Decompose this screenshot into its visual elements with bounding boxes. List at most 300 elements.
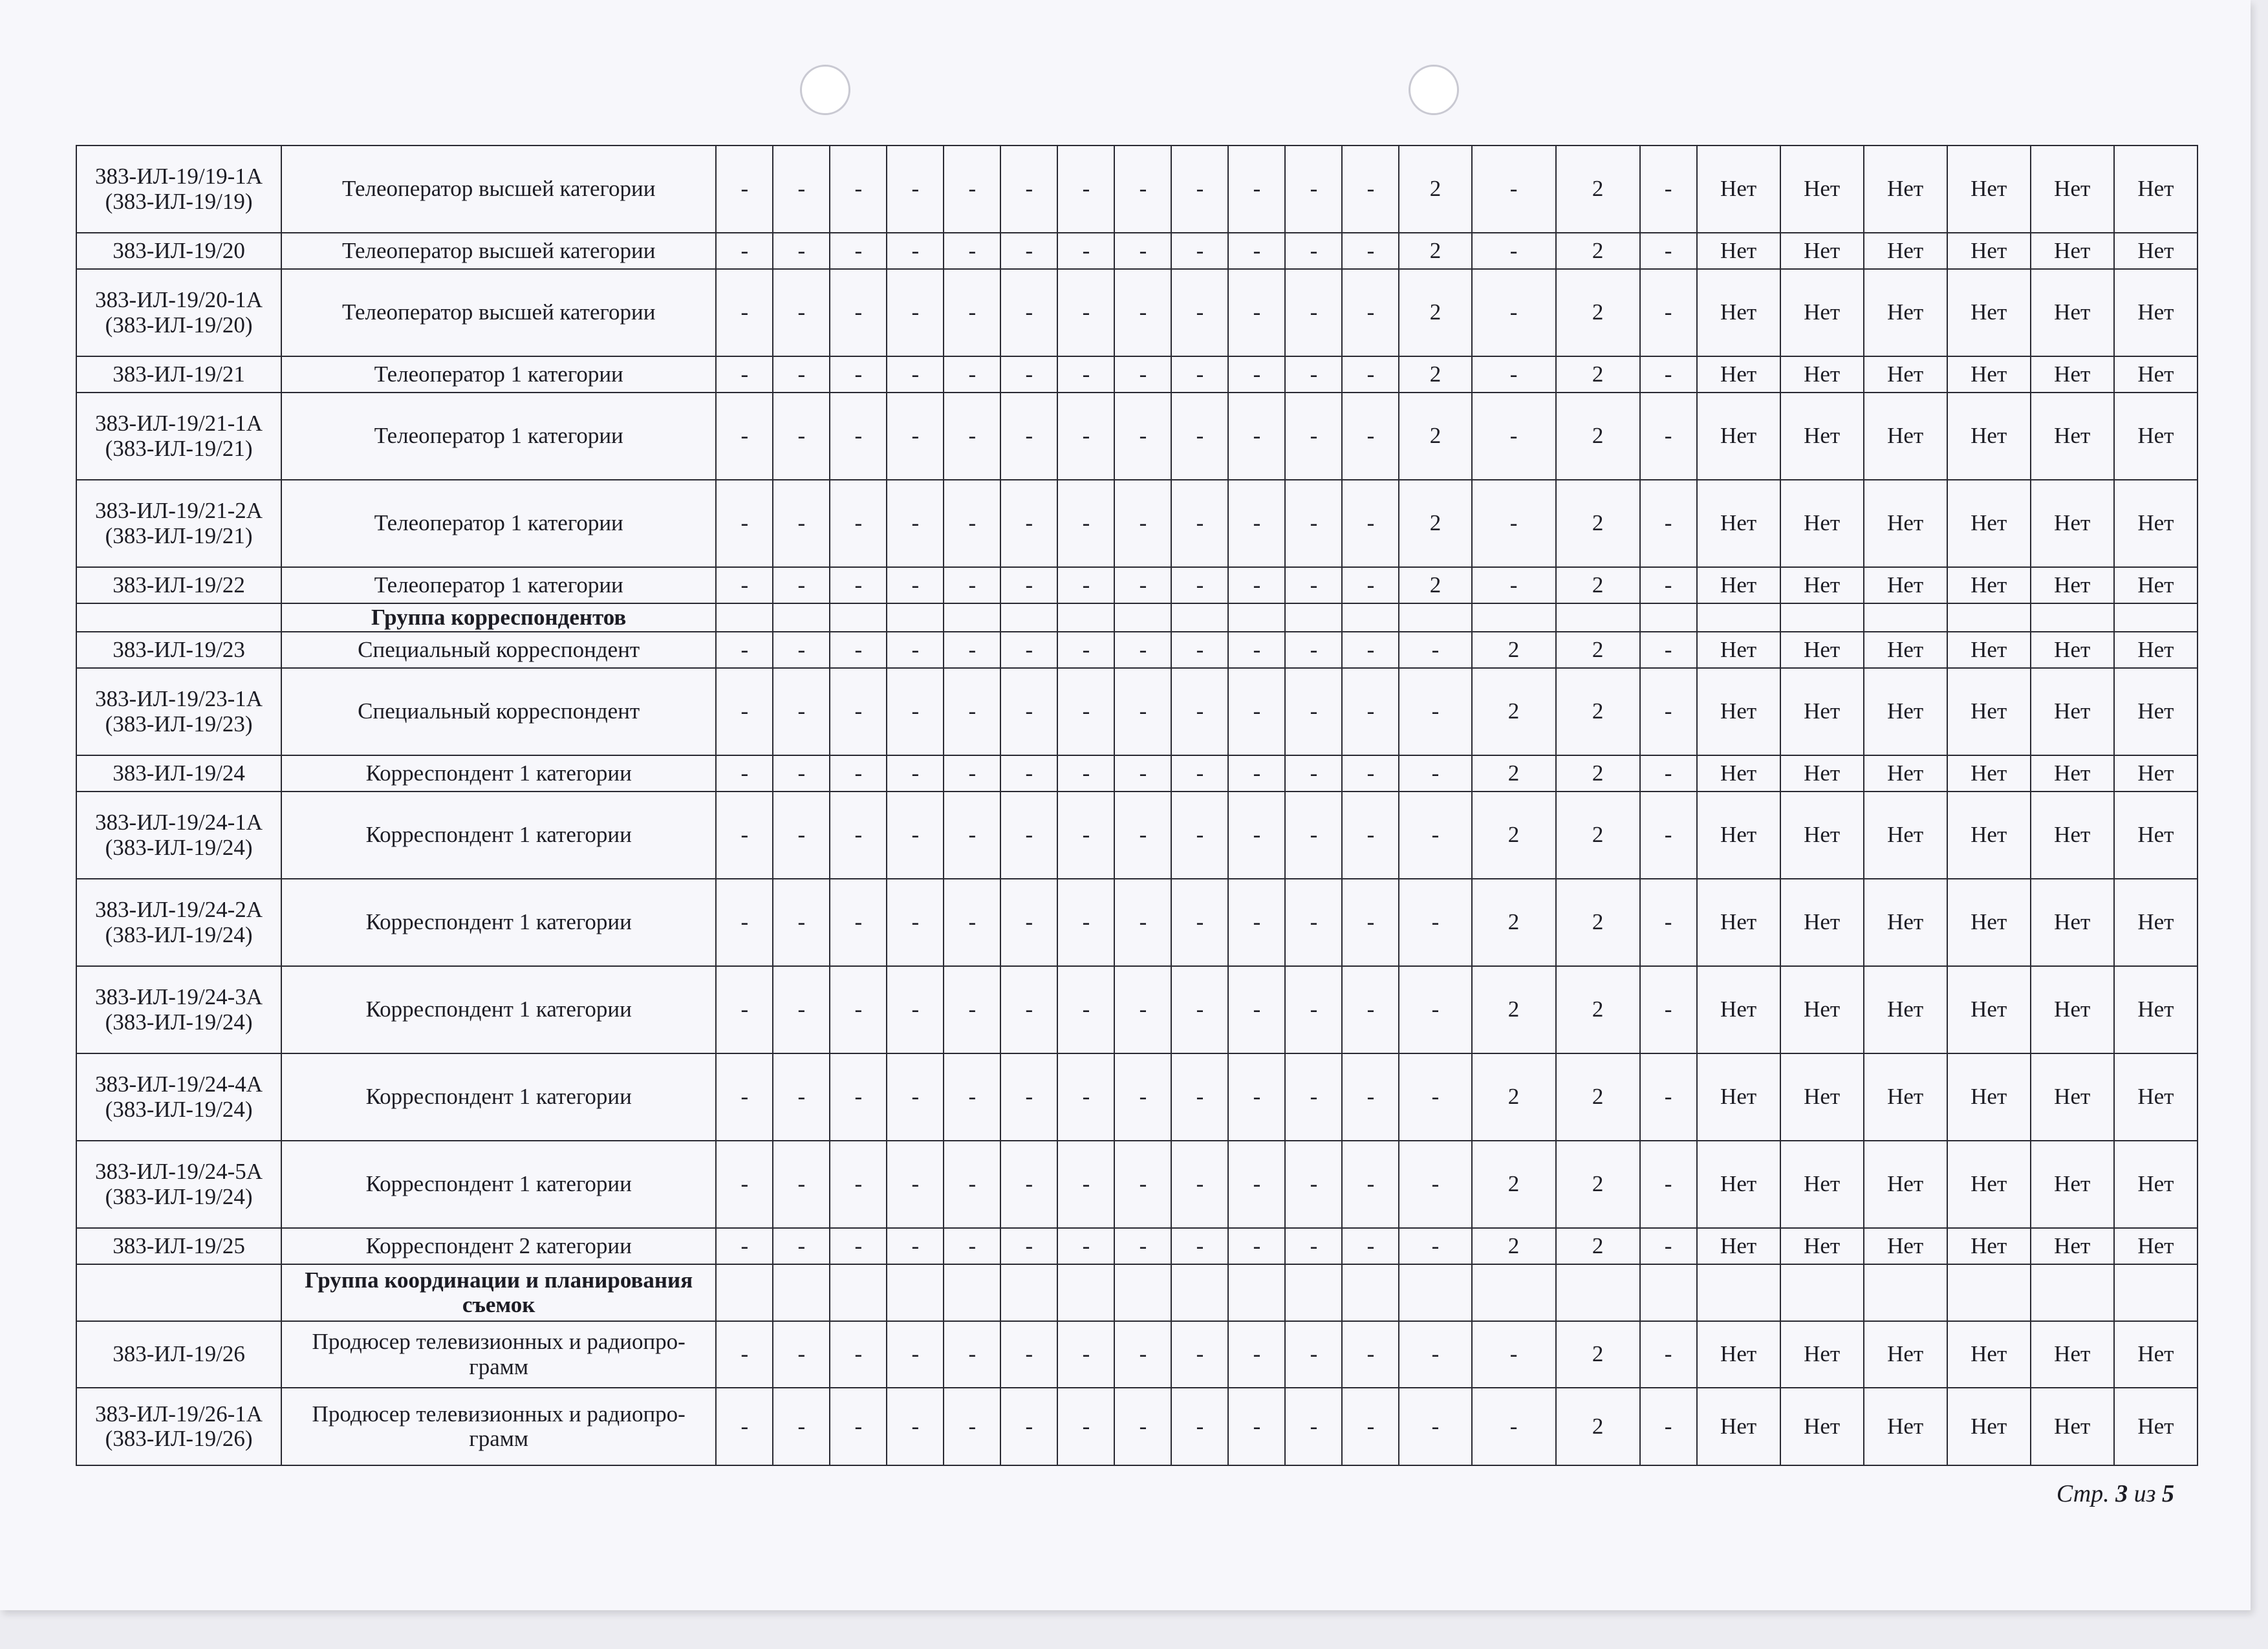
class-value-cell: - xyxy=(1399,1321,1471,1388)
class-value-cell: - xyxy=(1000,233,1057,269)
class-value-cell: - xyxy=(830,1053,887,1141)
class-value-cell: - xyxy=(1228,1388,1285,1465)
class-value-cell: - xyxy=(1000,755,1057,792)
answer-cell: Нет xyxy=(1947,146,2031,233)
answer-cell: Нет xyxy=(1697,1388,1780,1465)
class-value-cell: - xyxy=(1171,393,1228,480)
class-value-cell: - xyxy=(1285,567,1342,603)
empty-cell xyxy=(1342,603,1399,632)
class-value-cell: - xyxy=(1399,792,1471,879)
class-value-cell: - xyxy=(830,146,887,233)
class-value-cell: - xyxy=(887,879,944,966)
class-value-cell: - xyxy=(773,480,830,567)
answer-cell: Нет xyxy=(2114,269,2198,356)
class-value-cell: 2 xyxy=(1556,1321,1640,1388)
position-cell: Телеоператор высшей категории xyxy=(281,233,716,269)
answer-cell: Нет xyxy=(1780,146,1864,233)
class-value-cell: - xyxy=(1285,1321,1342,1388)
class-value-cell: 2 xyxy=(1472,668,1556,755)
class-value-cell: - xyxy=(716,1228,773,1264)
table-row xyxy=(76,269,2198,356)
class-value-cell: - xyxy=(1640,393,1697,480)
class-value-cell: - xyxy=(944,879,1000,966)
empty-cell xyxy=(1000,1264,1057,1321)
class-value-cell: 2 xyxy=(1399,480,1471,567)
class-value-cell: - xyxy=(1000,1228,1057,1264)
answer-cell: Нет xyxy=(1864,233,1947,269)
answer-cell: Нет xyxy=(2114,1141,2198,1228)
workplace-code-cell: 383-ИЛ-19/22 xyxy=(76,567,281,603)
empty-cell xyxy=(830,1264,887,1321)
answer-cell: Нет xyxy=(1780,356,1864,393)
class-value-cell: - xyxy=(944,632,1000,668)
answer-cell: Нет xyxy=(1780,233,1864,269)
empty-cell xyxy=(1697,603,1780,632)
answer-cell: Нет xyxy=(2031,1053,2114,1141)
class-value-cell: - xyxy=(1114,792,1171,879)
class-value-cell: - xyxy=(1114,233,1171,269)
class-value-cell: - xyxy=(1640,792,1697,879)
class-value-cell: - xyxy=(830,755,887,792)
class-value-cell: - xyxy=(944,966,1000,1053)
table-row xyxy=(76,879,2198,966)
class-value-cell: - xyxy=(1285,1228,1342,1264)
class-value-cell: - xyxy=(1057,356,1114,393)
class-value-cell: - xyxy=(1171,269,1228,356)
class-value-cell: - xyxy=(1000,1141,1057,1228)
class-value-cell: - xyxy=(1171,233,1228,269)
empty-cell xyxy=(716,603,773,632)
class-value-cell: - xyxy=(1057,269,1114,356)
class-value-cell: - xyxy=(1114,567,1171,603)
empty-cell xyxy=(2031,603,2114,632)
answer-cell: Нет xyxy=(1864,792,1947,879)
empty-cell xyxy=(1342,1264,1399,1321)
answer-cell: Нет xyxy=(1780,1053,1864,1141)
answer-cell: Нет xyxy=(1780,632,1864,668)
answer-cell: Нет xyxy=(2114,567,2198,603)
class-value-cell: - xyxy=(1640,1228,1697,1264)
empty-cell xyxy=(1556,603,1640,632)
class-value-cell: - xyxy=(716,269,773,356)
group-header-row xyxy=(76,1264,2198,1321)
class-value-cell: - xyxy=(1342,480,1399,567)
answer-cell: Нет xyxy=(1697,755,1780,792)
class-value-cell: - xyxy=(944,567,1000,603)
class-value-cell: - xyxy=(1057,966,1114,1053)
table-row xyxy=(76,668,2198,755)
class-value-cell: - xyxy=(830,1321,887,1388)
answer-cell: Нет xyxy=(1864,632,1947,668)
class-value-cell: - xyxy=(830,632,887,668)
empty-cell xyxy=(1780,603,1864,632)
answer-cell: Нет xyxy=(1780,879,1864,966)
class-value-cell: - xyxy=(1171,1388,1228,1465)
empty-cell xyxy=(2031,1264,2114,1321)
class-value-cell: - xyxy=(716,1053,773,1141)
answer-cell: Нет xyxy=(1947,480,2031,567)
class-value-cell: - xyxy=(1228,1053,1285,1141)
class-value-cell: - xyxy=(716,1388,773,1465)
class-value-cell: - xyxy=(1000,356,1057,393)
class-value-cell: - xyxy=(1472,233,1556,269)
class-value-cell: - xyxy=(1114,668,1171,755)
position-cell: Продюсер телевизионных и радиопро-грамм xyxy=(281,1321,716,1388)
answer-cell: Нет xyxy=(2031,632,2114,668)
class-value-cell: - xyxy=(1472,269,1556,356)
class-value-cell: - xyxy=(1057,879,1114,966)
class-value-cell: - xyxy=(887,1228,944,1264)
answer-cell: Нет xyxy=(2114,755,2198,792)
class-value-cell: - xyxy=(1000,480,1057,567)
class-value-cell: - xyxy=(773,393,830,480)
class-value-cell: - xyxy=(1640,233,1697,269)
class-value-cell: - xyxy=(830,1141,887,1228)
workplace-code-cell: 383-ИЛ-19/24-1А (383-ИЛ-19/24) xyxy=(76,792,281,879)
class-value-cell: - xyxy=(1171,755,1228,792)
class-value-cell: - xyxy=(773,1321,830,1388)
class-value-cell: - xyxy=(1472,1321,1556,1388)
answer-cell: Нет xyxy=(2114,668,2198,755)
position-cell: Корреспондент 1 категории xyxy=(281,1053,716,1141)
class-value-cell: - xyxy=(1342,1141,1399,1228)
class-value-cell: - xyxy=(1114,1053,1171,1141)
class-value-cell: - xyxy=(1399,668,1471,755)
class-value-cell: 2 xyxy=(1556,1228,1640,1264)
empty-cell xyxy=(1228,1264,1285,1321)
answer-cell: Нет xyxy=(1697,1321,1780,1388)
answer-cell: Нет xyxy=(1697,1228,1780,1264)
position-cell: Корреспондент 1 категории xyxy=(281,1141,716,1228)
answer-cell: Нет xyxy=(2114,1321,2198,1388)
class-value-cell: - xyxy=(716,966,773,1053)
class-value-cell: - xyxy=(887,668,944,755)
punch-hole-left xyxy=(800,65,850,115)
empty-cell xyxy=(1780,1264,1864,1321)
class-value-cell: 2 xyxy=(1399,146,1471,233)
class-value-cell: - xyxy=(1228,668,1285,755)
class-value-cell: - xyxy=(1228,1141,1285,1228)
answer-cell: Нет xyxy=(1947,966,2031,1053)
answer-cell: Нет xyxy=(1780,1141,1864,1228)
answer-cell: Нет xyxy=(1780,792,1864,879)
class-value-cell: - xyxy=(1057,1228,1114,1264)
table-row xyxy=(76,1141,2198,1228)
class-value-cell: - xyxy=(1342,356,1399,393)
group-title-cell: Группа координации и планирования съемок xyxy=(281,1264,716,1321)
class-value-cell: 2 xyxy=(1399,567,1471,603)
empty-cell xyxy=(1285,603,1342,632)
class-value-cell: - xyxy=(1285,632,1342,668)
class-value-cell: - xyxy=(1640,269,1697,356)
class-value-cell: - xyxy=(1171,1053,1228,1141)
position-cell: Телеоператор высшей категории xyxy=(281,146,716,233)
class-value-cell: - xyxy=(1285,233,1342,269)
class-value-cell: - xyxy=(944,1053,1000,1141)
class-value-cell: - xyxy=(773,632,830,668)
class-value-cell: - xyxy=(773,755,830,792)
answer-cell: Нет xyxy=(1780,755,1864,792)
answer-cell: Нет xyxy=(1864,1053,1947,1141)
answer-cell: Нет xyxy=(2031,879,2114,966)
class-value-cell: 2 xyxy=(1556,567,1640,603)
class-value-cell: - xyxy=(1000,1053,1057,1141)
class-value-cell: 2 xyxy=(1472,966,1556,1053)
class-value-cell: - xyxy=(1472,1388,1556,1465)
class-value-cell: - xyxy=(1472,146,1556,233)
class-value-cell: - xyxy=(1640,755,1697,792)
class-value-cell: - xyxy=(1342,668,1399,755)
workplace-code-cell: 383-ИЛ-19/26-1А (383-ИЛ-19/26) xyxy=(76,1388,281,1465)
answer-cell: Нет xyxy=(2031,1321,2114,1388)
answer-cell: Нет xyxy=(2031,1141,2114,1228)
class-value-cell: - xyxy=(1000,632,1057,668)
answer-cell: Нет xyxy=(1697,966,1780,1053)
empty-cell xyxy=(830,603,887,632)
class-value-cell: - xyxy=(1342,879,1399,966)
class-value-cell: - xyxy=(887,632,944,668)
class-value-cell: - xyxy=(1285,1141,1342,1228)
empty-cell xyxy=(1171,603,1228,632)
page-total: 5 xyxy=(2162,1480,2174,1507)
class-value-cell: - xyxy=(1472,480,1556,567)
class-value-cell: - xyxy=(887,1141,944,1228)
class-value-cell: - xyxy=(1114,966,1171,1053)
empty-cell xyxy=(944,1264,1000,1321)
class-value-cell: - xyxy=(1228,480,1285,567)
class-value-cell: 2 xyxy=(1399,356,1471,393)
answer-cell: Нет xyxy=(2114,233,2198,269)
class-value-cell: - xyxy=(1171,1141,1228,1228)
class-value-cell: 2 xyxy=(1472,1053,1556,1141)
class-value-cell: - xyxy=(887,567,944,603)
answer-cell: Нет xyxy=(1947,668,2031,755)
class-value-cell: - xyxy=(1228,567,1285,603)
workplace-code-cell: 383-ИЛ-19/23 xyxy=(76,632,281,668)
answer-cell: Нет xyxy=(2114,356,2198,393)
table-row xyxy=(76,356,2198,393)
class-value-cell: - xyxy=(887,792,944,879)
position-cell: Корреспондент 1 категории xyxy=(281,792,716,879)
answer-cell: Нет xyxy=(1864,1141,1947,1228)
class-value-cell: - xyxy=(773,792,830,879)
class-value-cell: - xyxy=(1057,668,1114,755)
answer-cell: Нет xyxy=(2031,966,2114,1053)
class-value-cell: - xyxy=(1171,567,1228,603)
answer-cell: Нет xyxy=(2114,792,2198,879)
class-value-cell: - xyxy=(1285,1388,1342,1465)
answer-cell: Нет xyxy=(1780,480,1864,567)
answer-cell: Нет xyxy=(1864,1321,1947,1388)
answer-cell: Нет xyxy=(2114,1053,2198,1141)
class-value-cell: - xyxy=(1114,1388,1171,1465)
class-value-cell: - xyxy=(1057,755,1114,792)
class-value-cell: - xyxy=(1114,755,1171,792)
workplace-code-cell: 383-ИЛ-19/25 xyxy=(76,1228,281,1264)
empty-cell xyxy=(1171,1264,1228,1321)
class-value-cell: - xyxy=(1342,567,1399,603)
class-value-cell: - xyxy=(1000,668,1057,755)
empty-cell xyxy=(1697,1264,1780,1321)
answer-cell: Нет xyxy=(2031,480,2114,567)
class-value-cell: - xyxy=(830,269,887,356)
class-value-cell: - xyxy=(944,1321,1000,1388)
class-value-cell: - xyxy=(830,966,887,1053)
table-row xyxy=(76,233,2198,269)
class-value-cell: - xyxy=(1640,668,1697,755)
class-value-cell: 2 xyxy=(1472,632,1556,668)
class-value-cell: - xyxy=(1114,146,1171,233)
class-value-cell: - xyxy=(1640,1141,1697,1228)
answer-cell: Нет xyxy=(2031,146,2114,233)
page-label-prefix: Стр. xyxy=(2056,1480,2110,1507)
table-row xyxy=(76,567,2198,603)
empty-cell xyxy=(887,1264,944,1321)
class-value-cell: - xyxy=(1057,1321,1114,1388)
class-value-cell: 2 xyxy=(1399,233,1471,269)
class-value-cell: - xyxy=(1640,480,1697,567)
class-value-cell: - xyxy=(830,393,887,480)
class-value-cell: 2 xyxy=(1556,1141,1640,1228)
class-value-cell: - xyxy=(1114,356,1171,393)
answer-cell: Нет xyxy=(1697,668,1780,755)
answer-cell: Нет xyxy=(1864,966,1947,1053)
class-value-cell: - xyxy=(1640,879,1697,966)
answer-cell: Нет xyxy=(2031,356,2114,393)
workplace-code-cell: 383-ИЛ-19/23-1А (383-ИЛ-19/23) xyxy=(76,668,281,755)
class-value-cell: - xyxy=(773,1141,830,1228)
class-value-cell: 2 xyxy=(1556,755,1640,792)
workplace-code-cell: 383-ИЛ-19/21-1А (383-ИЛ-19/21) xyxy=(76,393,281,480)
class-value-cell: - xyxy=(1640,632,1697,668)
class-value-cell: 2 xyxy=(1556,146,1640,233)
class-value-cell: - xyxy=(830,1228,887,1264)
class-value-cell: 2 xyxy=(1472,792,1556,879)
table-row xyxy=(76,480,2198,567)
class-value-cell: - xyxy=(716,792,773,879)
class-value-cell: - xyxy=(1057,233,1114,269)
answer-cell: Нет xyxy=(2031,668,2114,755)
class-value-cell: - xyxy=(716,356,773,393)
empty-cell xyxy=(1640,603,1697,632)
class-value-cell: - xyxy=(1640,1388,1697,1465)
position-cell: Корреспондент 2 категории xyxy=(281,1228,716,1264)
class-value-cell: - xyxy=(1472,356,1556,393)
class-value-cell: - xyxy=(830,792,887,879)
answer-cell: Нет xyxy=(2114,1388,2198,1465)
class-value-cell: - xyxy=(1114,393,1171,480)
class-value-cell: - xyxy=(1228,755,1285,792)
class-value-cell: - xyxy=(1285,146,1342,233)
answer-cell: Нет xyxy=(2031,393,2114,480)
class-value-cell: - xyxy=(1057,1388,1114,1465)
class-value-cell: - xyxy=(773,567,830,603)
empty-cell xyxy=(1472,1264,1556,1321)
empty-cell xyxy=(716,1264,773,1321)
class-value-cell: 2 xyxy=(1399,269,1471,356)
page-label-separator: из xyxy=(2133,1480,2156,1507)
class-value-cell: - xyxy=(1171,632,1228,668)
class-value-cell: - xyxy=(1057,567,1114,603)
empty-cell xyxy=(1472,603,1556,632)
table-row xyxy=(76,1388,2198,1465)
class-value-cell: - xyxy=(1057,146,1114,233)
class-value-cell: - xyxy=(773,668,830,755)
answer-cell: Нет xyxy=(1697,632,1780,668)
empty-cell xyxy=(944,603,1000,632)
empty-cell xyxy=(1114,603,1171,632)
answer-cell: Нет xyxy=(1697,792,1780,879)
table-row xyxy=(76,755,2198,792)
answer-cell: Нет xyxy=(1697,146,1780,233)
empty-cell xyxy=(1947,603,2031,632)
empty-cell xyxy=(887,603,944,632)
class-value-cell: - xyxy=(773,1388,830,1465)
answer-cell: Нет xyxy=(1864,480,1947,567)
page-number xyxy=(2057,1480,2174,1508)
class-value-cell: - xyxy=(1228,879,1285,966)
class-value-cell: - xyxy=(1228,792,1285,879)
class-value-cell: - xyxy=(1057,1053,1114,1141)
answer-cell: Нет xyxy=(2114,879,2198,966)
class-value-cell: - xyxy=(1114,632,1171,668)
answer-cell: Нет xyxy=(1947,632,2031,668)
class-value-cell: - xyxy=(830,879,887,966)
class-value-cell: - xyxy=(1342,1388,1399,1465)
class-value-cell: - xyxy=(773,233,830,269)
answer-cell: Нет xyxy=(1947,879,2031,966)
class-value-cell: - xyxy=(716,1321,773,1388)
class-value-cell: - xyxy=(716,567,773,603)
class-value-cell: - xyxy=(1640,1321,1697,1388)
class-value-cell: - xyxy=(773,1228,830,1264)
table-row xyxy=(76,792,2198,879)
class-value-cell: - xyxy=(1000,393,1057,480)
position-cell: Продюсер телевизионных и радиопро-грамм xyxy=(281,1388,716,1465)
class-value-cell: 2 xyxy=(1399,393,1471,480)
answer-cell: Нет xyxy=(1780,393,1864,480)
class-value-cell: - xyxy=(887,269,944,356)
empty-cell xyxy=(1114,1264,1171,1321)
class-value-cell: 2 xyxy=(1556,1053,1640,1141)
table-row xyxy=(76,1228,2198,1264)
position-cell: Телеоператор 1 категории xyxy=(281,393,716,480)
class-value-cell: - xyxy=(1228,966,1285,1053)
answer-cell: Нет xyxy=(2114,1228,2198,1264)
class-value-cell: - xyxy=(1171,879,1228,966)
class-value-cell: - xyxy=(944,1228,1000,1264)
class-value-cell: - xyxy=(944,1141,1000,1228)
class-value-cell: - xyxy=(1000,567,1057,603)
class-value-cell: - xyxy=(1640,966,1697,1053)
class-value-cell: - xyxy=(773,269,830,356)
class-value-cell: - xyxy=(1114,269,1171,356)
empty-cell xyxy=(1399,1264,1471,1321)
position-cell: Телеоператор 1 категории xyxy=(281,356,716,393)
class-value-cell: - xyxy=(1228,393,1285,480)
answer-cell: Нет xyxy=(2114,393,2198,480)
class-value-cell: - xyxy=(1399,632,1471,668)
class-value-cell: - xyxy=(1114,879,1171,966)
class-value-cell: - xyxy=(1228,1321,1285,1388)
class-value-cell: - xyxy=(1640,356,1697,393)
answer-cell: Нет xyxy=(1697,480,1780,567)
class-value-cell: - xyxy=(1640,567,1697,603)
class-value-cell: - xyxy=(1228,632,1285,668)
class-value-cell: - xyxy=(1171,356,1228,393)
position-cell: Корреспондент 1 категории xyxy=(281,966,716,1053)
class-value-cell: - xyxy=(944,792,1000,879)
